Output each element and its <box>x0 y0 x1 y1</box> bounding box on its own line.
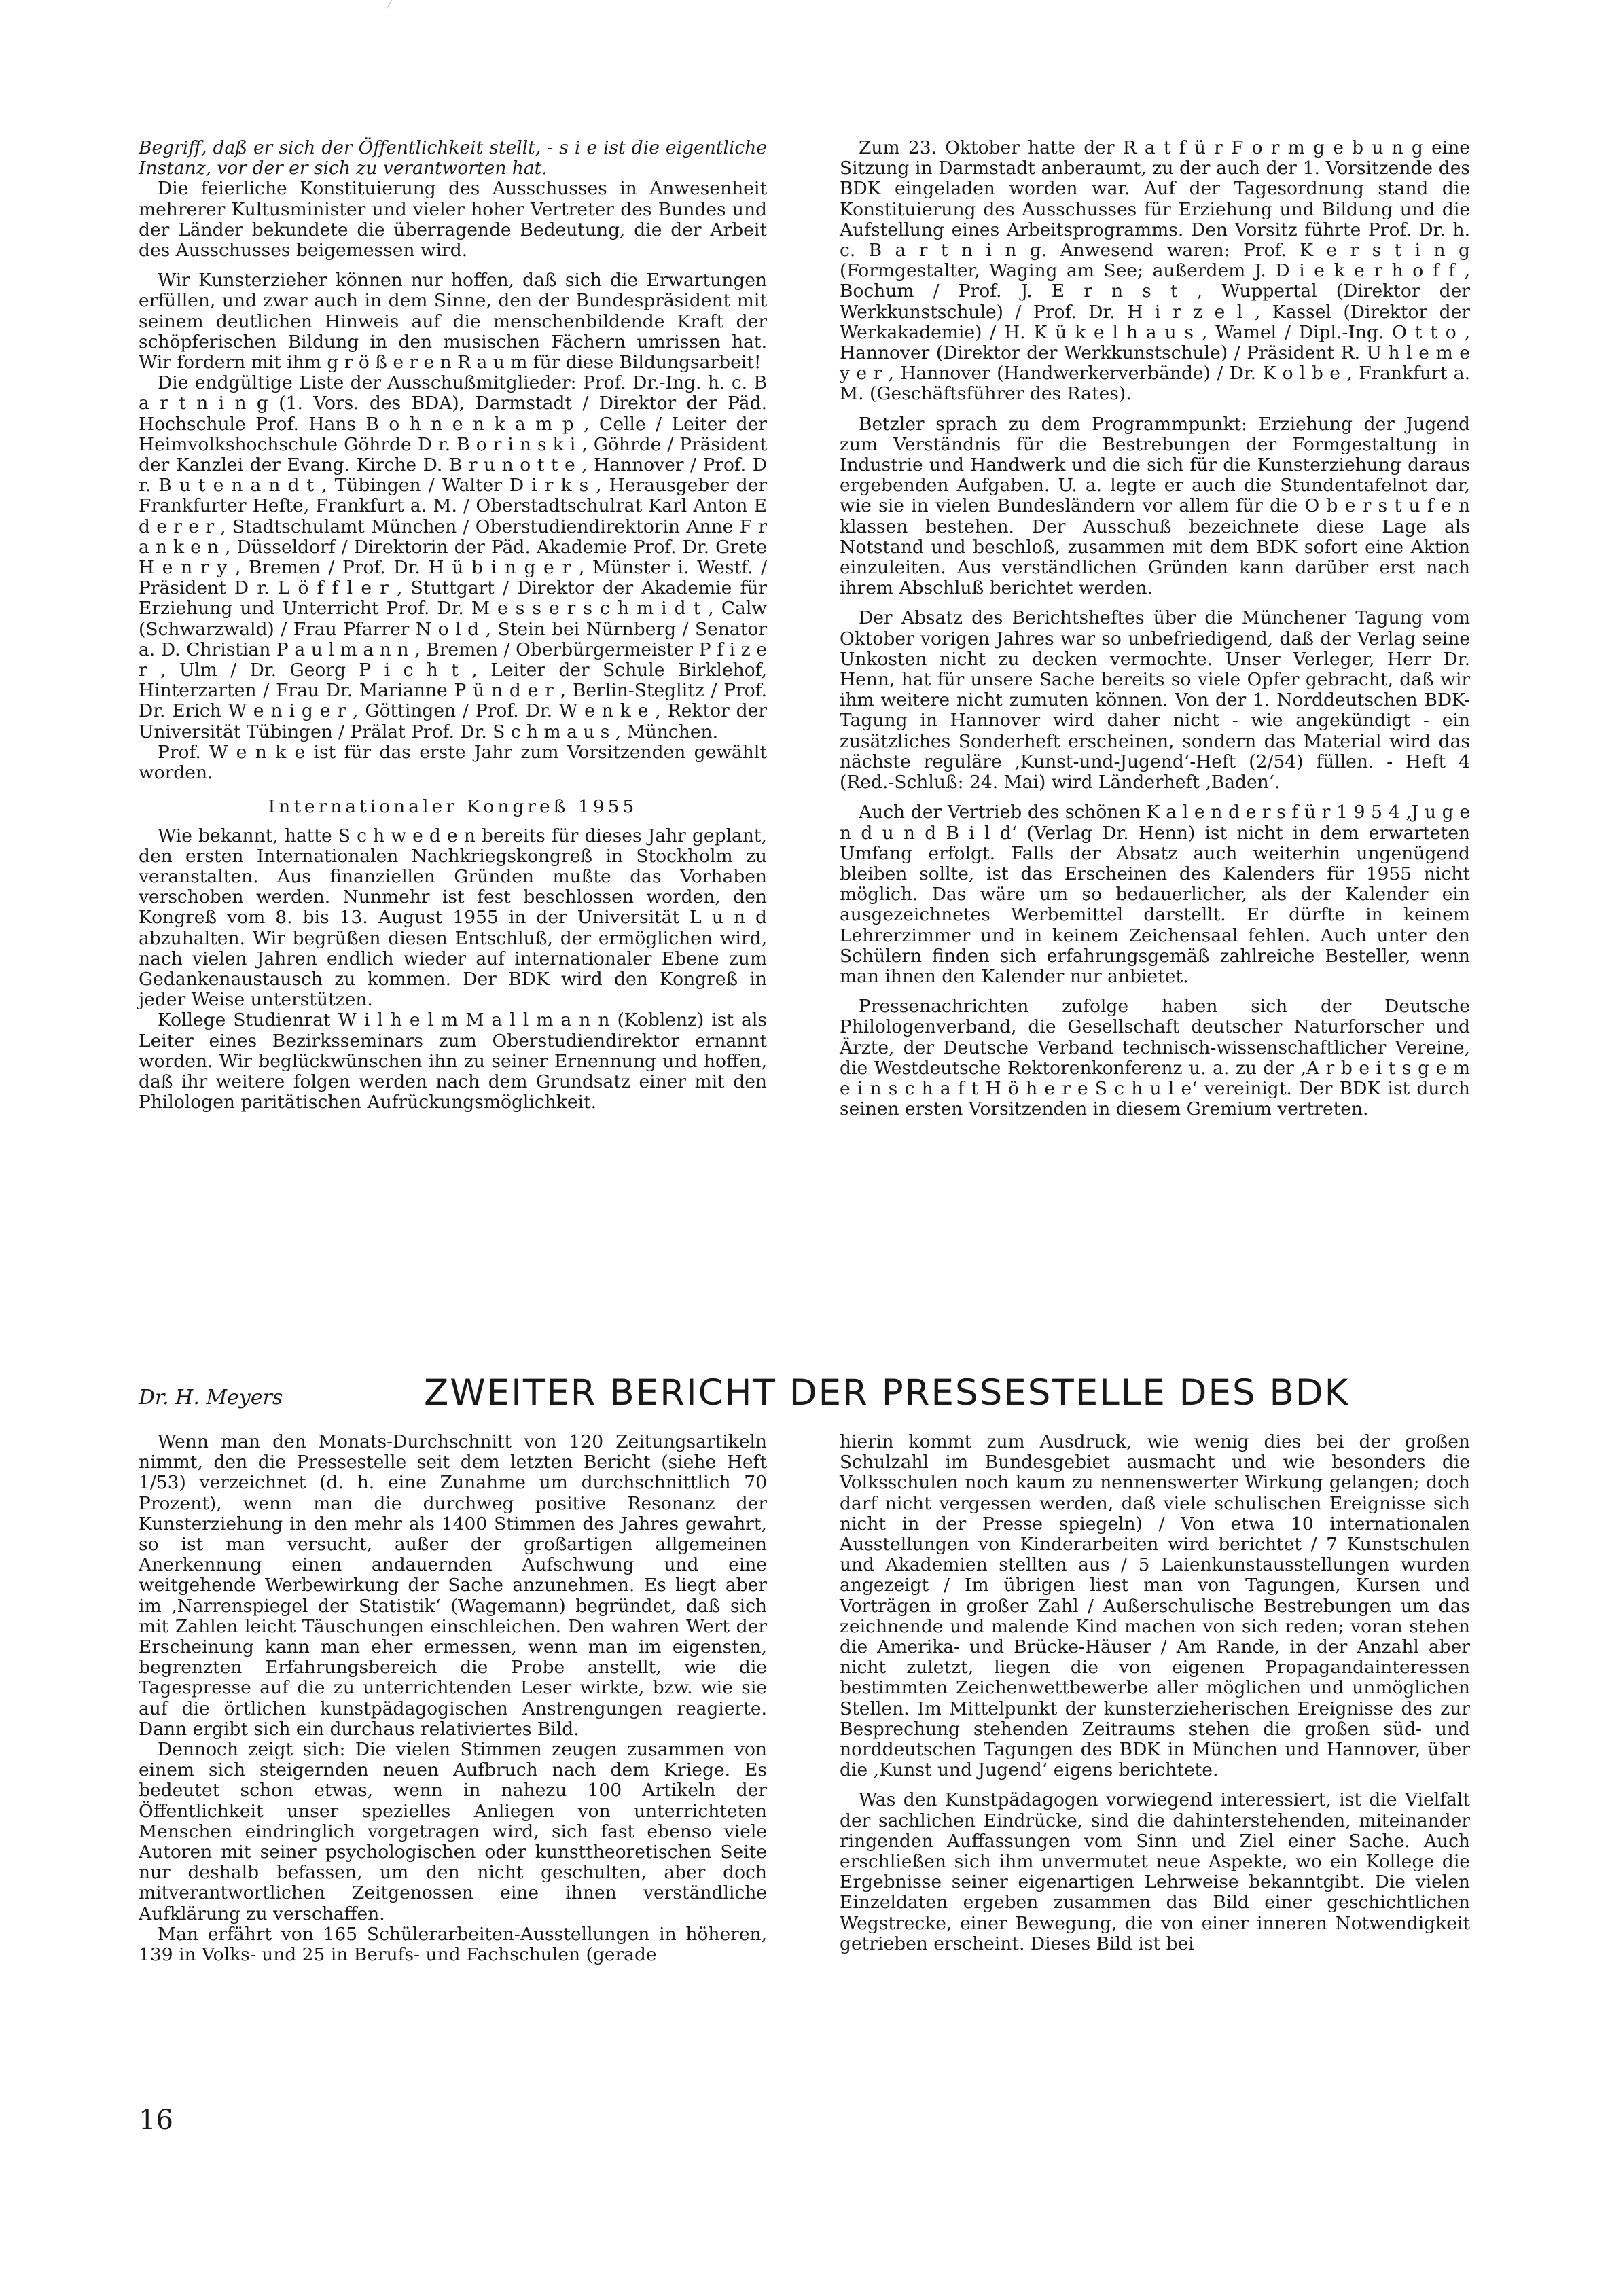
paragraph: Wie bekannt, hatte S c h w e d e n bereits für dieses Jahr geplant, den ersten Internationalen Nachkriegskongreß in Stockholm zu veranstalten. Aus finanziellen Gründen mußte das Vorhaben verschoben werden. Nunmehr ist fest beschlossen worden, den Kongreß vom 8. bis 13. August 1955 in der Universität L u n d abzuhalten. Wir begrüßen diesen Entschluß, der ermöglichen wird, nach vielen Jahren endlich wieder auf internationaler Ebene zum Gedankenaustausch zu kommen. Der BDK wird den Kongreß in jeder Weise unterstützen. <box>139 825 767 1011</box>
paragraph: Man erfährt von 165 Schülerarbeiten-Ausstellungen in höheren, 139 in Volks- und 25 in Berufs- und Fachschulen (gerade <box>139 1923 767 1966</box>
paragraph: Kollege Studienrat W i l h e l m M a l l m a n n (Koblenz) ist als Leiter eines Bezirksseminars zum Oberstudiendirektor ernannt worden. Wir beglückwünschen ihn zu seiner Ernennung und hoffen, daß ihr weitere folgen werden nach dem Grundsatz einer mit den Philologen paritätischen Aufrückungsmöglichkeit. <box>139 1009 767 1113</box>
article-headline: ZWEITER BERICHT DER PRESSESTELLE DES BDK <box>424 1372 1350 1414</box>
page-number: 16 <box>139 2104 173 2136</box>
column-top-right <box>840 138 1470 1119</box>
paragraph: Prof. W e n k e ist für das erste Jahr zum Vorsitzenden gewählt worden. <box>139 741 767 784</box>
paragraph: Dennoch zeigt sich: Die vielen Stimmen zeugen zusammen von einem sich steigernden neuen Aufbruch nach dem Kriege. Es bedeutet schon etwas, wenn in nahezu 100 Artikeln der Öffentlichkeit unser spezielles Anliegen von unterrichteten Menschen eindringlich vorgetragen wird, sich fast ebenso viele Autoren mit seiner psychologischen oder kunsttheoretischen Seite nur deshalb befassen, um den nicht geschulten, aber doch mitverantwortlichen Zeitgenossen eine ihnen verständliche Aufklärung zu verschaffen. <box>139 1739 767 1924</box>
paragraph: Zum 23. Oktober hatte der R a t f ü r F o r m g e b u n g eine Sitzung in Darmstadt anberaumt, zu der auch der 1. Vorsitzende des BDK eingeladen worden war. Auf der Tagesordnung stand die Konstituierung des Ausschusses für Erziehung und Bildung und die Aufstellung eines Arbeitsprogramms. Den Vorsitz führte Prof. Dr. h. c. B a r t n i n g. Anwesend waren: Prof. K e r s t i n g (Formgestalter, Waging am See; außerdem J. D i e k e r h o f f , Bochum / Prof. J. E r n s t , Wuppertal (Direktor der Werkkunstschule) / Prof. Dr. H i r z e l , Kassel (Direktor der Werkakademie) / H. K ü k e l h a u s , Wamel / Dipl.-Ing. O t t o , Hannover (Direktor der Werkkunstschule) / Präsident R. U h l e m e y e r , Hannover (Handwerkerverbände) / Dr. K o l b e , Frankfurt a. M. (Geschäftsführer des Rates). <box>840 137 1470 405</box>
paper-mark <box>387 0 401 14</box>
column-bottom-right <box>840 1432 1470 1954</box>
paragraph: hierin kommt zum Ausdruck, wie wenig dies bei der großen Schulzahl im Bundesgebiet ausmacht und wie besonders die Volksschulen noch kaum zu nennenswerter Wirkung gelangen; doch darf nicht vergessen werden, daß viele schulischen Ereignisse sich nicht in der Presse spiegeln) / Von etwa 10 internationalen Ausstellungen von Kinderarbeiten wird berichtet / 7 Kunstschulen und Akademien stellten aus / 5 Laienkunstausstellungen wurden angezeigt / Im übrigen liest man von Tagungen, Kursen und Vorträgen in großer Zahl / Außerschulische Bestrebungen um das zeichnende und malende Kind machen von sich reden; voran stehen die Amerika- und Brücke-Häuser / Am Rande, in der Anzahl aber nicht zuletzt, liegen die von eigenen Propagandainteressen bestimmten Zeichenwettbewerbe aller möglichen und unmöglichen Stellen. Im Mittelpunkt der kunsterzieherischen Ereignisse des zur Besprechung stehenden Zeitraums stehen die großen süd- und norddeutschen Tagungen des BDK in München und Hannover, über die ‚Kunst und Jugend‘ eigens berichtete. <box>840 1431 1470 1781</box>
paragraph: Wenn man den Monats-Durchschnitt von 120 Zeitungsartikeln nimmt, den die Pressestelle seit dem letzten Bericht (siehe Heft 1/53) verzeichnet (d. h. eine Zunahme um durchschnittlich 70 Prozent), wenn man die durchweg positive Resonanz der Kunsterziehung in den mehr als 1400 Stimmen des Jahres gewahrt, so ist man versucht, außer der großartigen allgemeinen Anerkennung einen andauernden Aufschwung und eine weitgehende Werbewirkung der Sache anzunehmen. Es liegt aber im ‚Narrenspiegel der Statistik‘ (Wagemann) begründet, daß sich mit Zahlen leicht Täuschungen einschleichen. Den wahren Wert der Erscheinung kann man eher ermessen, wenn man im eigensten, begrenzten Erfahrungsbereich die Probe anstellt, wie die Tagespresse auf die zu unterrichtenden Leser wirkte, bzw. wie sie auf die örtlichen kunstpädagogischen Anstrengungen reagierte. Dann ergibt sich ein durchaus relativiertes Bild. <box>139 1431 767 1740</box>
paragraph: Der Absatz des Berichtsheftes über die Münchener Tagung vom Oktober vorigen Jahres war so unbefriedigend, daß der Verlag seine Unkosten nicht zu decken vermochte. Unser Verleger, Herr Dr. Henn, hat für unsere Sache bereits so viele Opfer gebracht, daß wir ihm weitere nicht zumuten können. Von der 1. Norddeutschen BDK-Tagung in Hannover wird daher nicht - wie angekündigt - ein zusätzliches Sonderheft erscheinen, sondern das Material wird das nächste reguläre ‚Kunst-und-Jugend‘-Heft (2/54) füllen. - Heft 4 (Red.-Schluß: 24. Mai) wird Länderheft ‚Baden‘. <box>840 607 1470 793</box>
paragraph: Die feierliche Konstituierung des Ausschusses in Anwesenheit mehrerer Kultusminister und vieler hoher Vertreter des Bundes und der Länder bekundete die überragende Bedeutung, die der Arbeit des Ausschusses beigemessen wird. <box>139 178 767 262</box>
column-top-left <box>139 138 767 1113</box>
paragraph: Pressenachrichten zufolge haben sich der Deutsche Philologenverband, die Gesellschaft deutscher Naturforscher und Ärzte, der Deutsche Verband technisch-wissenschaftlicher Vereine, die Westdeutsche Rektorenkonferenz u. a. zu der ‚A r b e i t s g e m e i n s c h a f t H ö h e r e S c h u l e‘ vereinigt. Der BDK ist durch seinen ersten Vorsitzenden in diesem Gremium vertreten. <box>840 996 1470 1120</box>
paragraph: Begriff, daß er sich der Öffentlichkeit stellt, - s i e ist die eigentliche Instanz, vor der er sich zu verantworten hat. <box>139 137 767 179</box>
column-bottom-left <box>139 1432 767 1965</box>
author-byline: Dr. H. Meyers <box>139 1386 283 1410</box>
section-subheading: Internationaler Kongreß 1955 <box>268 796 638 818</box>
paragraph: Die endgültige Liste der Ausschußmitglieder: Prof. Dr.-Ing. h. c. B a r t n i n g (1. Vors. des BDA), Darmstadt / Direktor der Päd. Hochschule Prof. Hans B o h n e n k a m p , Celle / Leiter der Heimvolkshochschule Göhrde D r. B o r i n s k i , Göhrde / Präsident der Kanzlei der Evang. Kirche D. B r u n o t t e , Hannover / Prof. D r. B u t e n a n d t , Tübingen / Walter D i r k s , Herausgeber der Frankfurter Hefte, Frankfurt a. M. / Oberstadtschulrat Karl Anton E d e r e r , Stadtschulamt München / Oberstudiendirektorin Anne F r a n k e n , Düsseldorf / Direktorin der Päd. Akademie Prof. Dr. Grete H e n r y , Bremen / Prof. Dr. H ü b i n g e r , Münster i. Westf. / Präsident D r. L ö f f l e r , Stuttgart / Direktor der Akademie für Erziehung und Unterricht Prof. Dr. M e s s e r s c h m i d t , Calw (Schwarzwald) / Frau Pfarrer N o l d , Stein bei Nürnberg / Senator a. D. Christian P a u l m a n n , Bremen / Oberbürgermeister P f i z e r , Ulm / Dr. Georg P i c h t , Leiter der Schule Birklehof, Hinterzarten / Frau Dr. Marianne P ü n d e r , Berlin-Steglitz / Prof. Dr. Erich W e n i g e r , Göttingen / Prof. Dr. W e n k e , Rektor der Universität Tübingen / Prälat Prof. Dr. S c h m a u s , München. <box>139 372 767 742</box>
paragraph: Auch der Vertrieb des schönen K a l e n d e r s f ü r 1 9 5 4 ‚J u g e n d u n d B i l d‘ (Verlag Dr. Henn) ist nicht in dem erwarteten Umfang erfolgt. Falls der Absatz auch weiterhin ungenügend bleiben sollte, ist das Erscheinen des Kalenders für 1955 nicht möglich. Das wäre um so bedauerlicher, als der Kalender ein ausgezeichnetes Werbemittel darstellt. Er dürfte in keinem Lehrerzimmer und in keinem Zeichensaal fehlen. Auch unter den Schülern finden sich erfahrungsgemäß zahlreiche Besteller, wenn man ihnen den Kalender nur anbietet. <box>840 802 1470 987</box>
paragraph: Wir Kunsterzieher können nur hoffen, daß sich die Erwartungen erfüllen, und zwar auch in dem Sinne, den der Bundespräsident mit seinem deutlichen Hinweis auf die menschenbildende Kraft der schöpferischen Bildung in den musischen Fächern umrissen hat. Wir fordern mit ihm g r ö ß e r e n R a u m für diese Bildungsarbeit! <box>139 270 767 374</box>
paragraph: Was den Kunstpädagogen vorwiegend interessiert, ist die Vielfalt der sachlichen Eindrücke, sind die dahinterstehenden, miteinander ringenden Auffassungen vom Sinn und Ziel einer Sache. Auch erschließen sich ihm unvermutet neue Aspekte, wo ein Kollege die Ergebnisse seiner eigenartigen Lehrweise bekanntgibt. Die vielen Einzeldaten ergeben zusammen das Bild einer geschichtlichen Wegstrecke, einer Bewegung, die von einer inneren Notwendigkeit getrieben erscheint. Dieses Bild ist bei <box>840 1789 1470 1954</box>
paragraph: Betzler sprach zu dem Programmpunkt: Erziehung der Jugend zum Verständnis für die Bestrebungen der Formgestaltung in Industrie und Handwerk und die sich für die Kunsterziehung daraus ergebenden Aufgaben. U. a. legte er auch die Stundentafelnot dar, wie sie in vielen Bundesländern vor allem für die O b e r s t u f e n klassen bestehen. Der Ausschuß bezeichnete diese Lage als Notstand und beschloß, zusammen mit dem BDK sofort eine Aktion einzuleiten. Aus verständlichen Gründen kann darüber erst nach ihrem Abschluß berichtet werden. <box>840 413 1470 599</box>
